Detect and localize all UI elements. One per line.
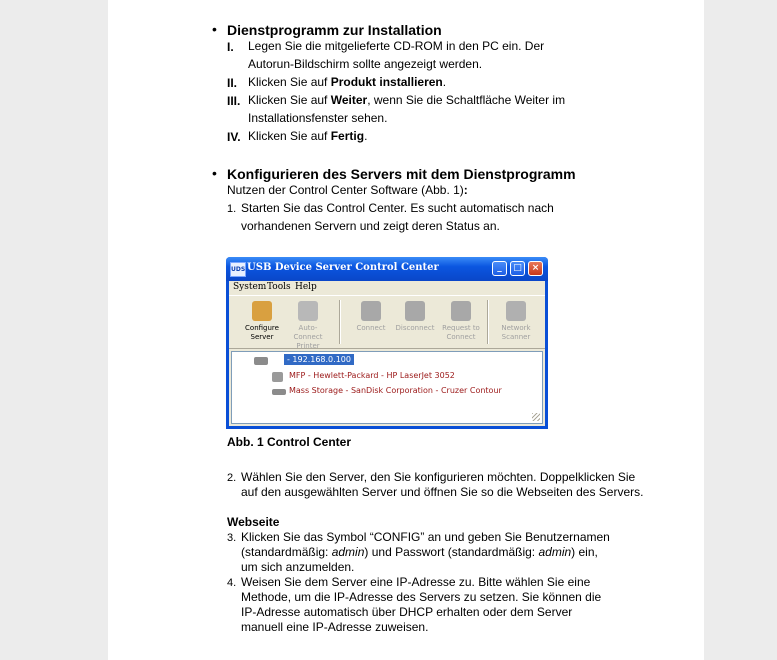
control-center-window — [226, 257, 548, 429]
step-text: Autorun-Bildschirm sollte angezeigt werden. — [248, 57, 483, 71]
request-connect-button[interactable] — [441, 299, 481, 342]
toolbar-label: Connect — [356, 324, 386, 332]
step-text: Legen Sie die mitgelieferte CD-ROM in den PC ein. Der — [248, 39, 545, 53]
menu-help[interactable]: Help — [295, 282, 317, 292]
auto-connect-printer-button[interactable] — [286, 299, 330, 351]
step-text: Methode, um die IP-Adresse des Servers zu setzen. Sie können die — [241, 590, 602, 604]
connect-icon — [361, 301, 381, 321]
step-text: manuell eine IP-Adresse zuweisen. — [241, 620, 429, 634]
step-text: auf den ausgewählten Server und öffnen Sie so die Webseiten des Servers. — [241, 485, 644, 499]
figure-caption: Abb. 1 Control Center — [227, 435, 352, 449]
step-number: 4. — [227, 577, 237, 589]
step-text: Klicken Sie das Symbol “CONFIG” an und geben Sie Benutzernamen — [241, 530, 610, 544]
connect-button[interactable] — [351, 299, 391, 333]
toolbar-label: Server — [250, 333, 274, 341]
tree-device-node[interactable]: MFP - Hewlett-Packard - HP LaserJet 3052 — [289, 371, 455, 380]
step-number: 1. — [227, 203, 237, 215]
step-text: Installationsfenster sehen. — [248, 111, 388, 125]
intro-text: Nutzen der Control Center Software (Abb. 1): — [227, 183, 468, 197]
step-number: 3. — [227, 532, 237, 544]
section-heading-configure: Konfigurieren des Servers mit dem Dienstprogramm — [227, 166, 576, 182]
storage-icon — [272, 389, 286, 395]
toolbar-label: Network — [501, 324, 531, 332]
webseite-heading: Webseite — [227, 515, 280, 529]
server-icon — [254, 357, 268, 365]
maximize-button[interactable]: □ — [510, 261, 525, 276]
step-text: Klicken Sie auf Weiter, wenn Sie die Schaltfläche Weiter im — [248, 93, 566, 107]
window-client — [229, 281, 545, 426]
toolbar-label: Configure — [245, 324, 279, 332]
toolbar-label: Printer — [296, 342, 320, 350]
step-text: Klicken Sie auf Fertig. — [248, 129, 368, 143]
resize-grip[interactable] — [532, 413, 540, 421]
step-text: IP-Adresse automatisch über DHCP erhalten oder dem Server — [241, 605, 573, 619]
step-number: IV. — [227, 130, 241, 144]
printer-icon — [272, 372, 283, 382]
configure-server-button[interactable] — [242, 299, 282, 342]
menu-system[interactable]: System — [233, 282, 267, 292]
step-number: I. — [227, 40, 234, 54]
configure-server-icon — [252, 301, 272, 321]
toolbar — [229, 295, 545, 349]
request-connect-icon — [451, 301, 471, 321]
app-icon: UDS — [230, 262, 246, 277]
tree-server-node[interactable]: - 192.168.0.100 — [284, 354, 354, 365]
network-scanner-button[interactable] — [496, 299, 536, 342]
step-text: um sich anzumelden. — [241, 560, 355, 574]
step-text: Wählen Sie den Server, den Sie konfigurieren möchten. Doppelklicken Sie — [241, 470, 636, 484]
window-title: USB Device Server Control Center — [247, 262, 439, 273]
title-bar — [226, 257, 548, 281]
step-text: Starten Sie das Control Center. Es sucht automatisch nach — [241, 201, 554, 215]
toolbar-label: Connect — [446, 333, 476, 341]
auto-connect-printer-icon — [298, 301, 318, 321]
disconnect-icon — [405, 301, 425, 321]
disconnect-button[interactable] — [395, 299, 435, 333]
step-number: 2. — [227, 472, 237, 484]
step-text: Klicken Sie auf Produkt installieren. — [248, 75, 447, 89]
bullet-dot: • — [212, 21, 217, 37]
step-text: Weisen Sie dem Server eine IP-Adresse zu. Bitte wählen Sie eine — [241, 575, 591, 589]
tree-device-node[interactable]: Mass Storage - SanDisk Corporation - Cruzer Contour — [289, 386, 502, 395]
toolbar-label: Disconnect — [395, 324, 435, 332]
server-tree — [231, 351, 543, 424]
network-scanner-icon — [506, 301, 526, 321]
toolbar-separator — [487, 300, 489, 344]
minimize-button[interactable]: _ — [492, 261, 507, 276]
toolbar-label: Request to — [442, 324, 480, 332]
step-text: vorhandenen Servern und zeigt deren Status an. — [241, 219, 500, 233]
toolbar-label: Auto-Connect — [293, 324, 323, 341]
bullet-dot: • — [212, 165, 217, 181]
menu-bar — [229, 281, 545, 294]
menu-tools[interactable]: Tools — [267, 282, 291, 292]
toolbar-separator — [339, 300, 341, 344]
step-text: (standardmäßig: admin) und Passwort (standardmäßig: admin) ein, — [241, 545, 598, 559]
close-button[interactable]: × — [528, 261, 543, 276]
step-number: III. — [227, 94, 241, 108]
toolbar-label: Scanner — [501, 333, 531, 341]
step-number: II. — [227, 76, 238, 90]
section-heading-installation: Dienstprogramm zur Installation — [227, 22, 442, 38]
